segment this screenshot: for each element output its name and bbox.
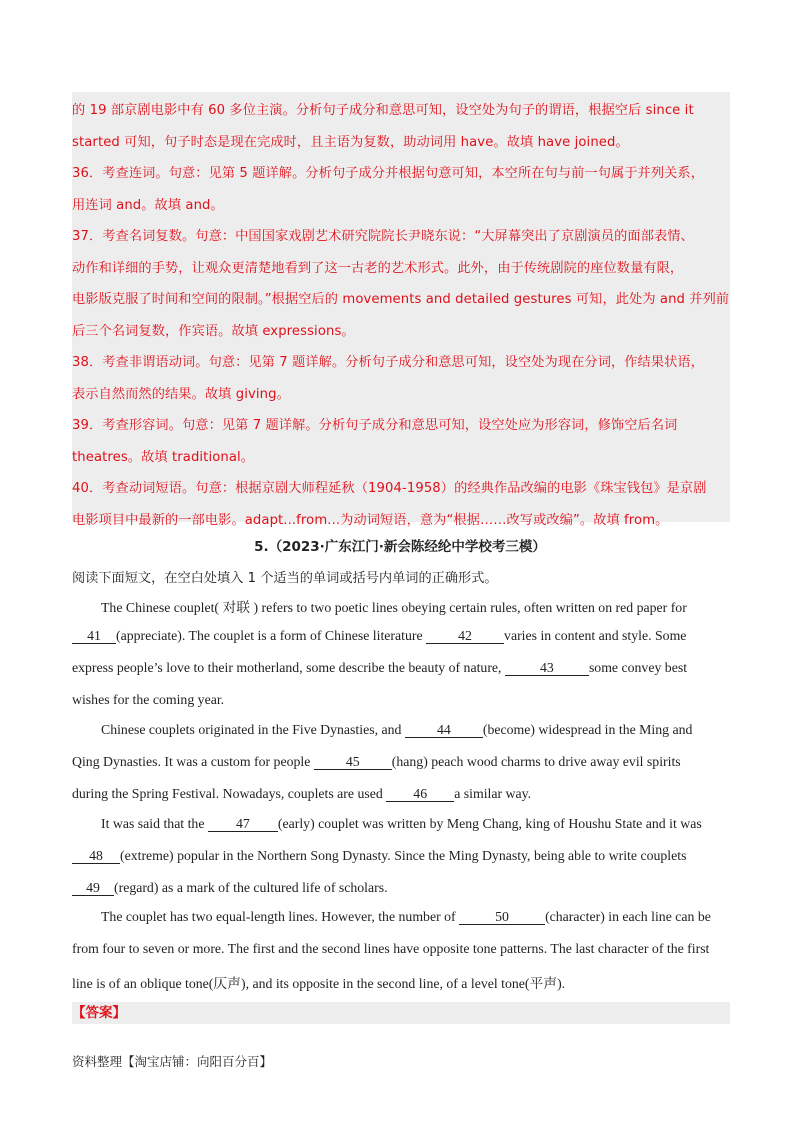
blank-44[interactable]: 44 <box>405 723 483 738</box>
blank-41[interactable]: 41 <box>72 629 116 644</box>
blank-45[interactable]: 45 <box>314 755 392 770</box>
passage-line: line is of an oblique tone(仄声), and its opposite in the second line, of a level tone(平声). <box>72 976 566 991</box>
blank-43[interactable]: 43 <box>505 661 589 676</box>
explanation-line: 电影项目中最新的一部电影。adapt...from...为动词短语，意为“根据……改写或改编”。故填 from。 <box>72 513 669 528</box>
explanation-line: theatres。故填 traditional。 <box>72 450 255 465</box>
footer-text: 资料整理【淘宝店铺：向阳百分百】 <box>72 1054 273 1069</box>
explanation-line: 电影版克服了时间和空间的限制。”根据空后的 movements and detailed gestures 可知，此处为 and 并列前 <box>72 292 730 307</box>
explanation-line: 的 19 部京剧电影中有 60 多位主演。分析句子成分和意思可知，设空处为句子的谓语，根据空后 since it <box>72 103 694 118</box>
passage-line: The couplet has two equal-length lines. However, the number of 50 (character) in each line can be <box>101 909 711 924</box>
blank-49[interactable]: 49 <box>72 881 114 896</box>
passage-line: express people’s love to their motherland, some describe the beauty of nature, 43 some convey best <box>72 660 688 675</box>
blank-47[interactable]: 47 <box>208 817 278 832</box>
passage-line: 48 (extreme) popular in the Northern Song Dynasty. Since the Ming Dynasty, being able to write couplets <box>72 848 686 864</box>
explanation-39: 39．考查形容词。句意：见第 7 题详解。分析句子成分和意思可知，设空处应为形容词，修饰空后名词 <box>72 418 678 433</box>
passage-line: from four to seven or more. The first and the second lines have opposite tone patterns. The last character of the first <box>72 941 710 956</box>
explanation-38: 38．考查非谓语动词。句意：见第 7 题详解。分析句子成分和意思可知，设空处为现在分词，作结果状语， <box>72 355 704 370</box>
section-title: 5.（2023·广东江门·新会陈经纶中学校考三模） <box>254 539 546 555</box>
explanation-line: 后三个名词复数，作宾语。故填 expressions。 <box>72 324 355 339</box>
explanation-line: started 可知，句子时态是现在完成时，且主语为复数，助动词用 have。故填 have joined。 <box>72 135 629 150</box>
passage-line: 49 (regard) as a mark of the cultured life of scholars. <box>72 880 388 896</box>
explanation-line: 用连词 and。故填 and。 <box>72 198 224 213</box>
passage-line: during the Spring Festival. Nowadays, couplets are used 46 a similar way. <box>72 786 532 801</box>
passage-line: wishes for the coming year. <box>72 692 225 707</box>
blank-42[interactable]: 42 <box>426 629 504 644</box>
blank-50[interactable]: 50 <box>459 910 545 925</box>
explanation-line: 表示自然而然的结果。故填 giving。 <box>72 387 290 402</box>
explanation-37: 37．考查名词复数。句意：中国国家戏剧艺术研究院院长尹晓东说：“大屏幕突出了京剧演员的面部表情、 <box>72 229 694 244</box>
passage-line: Qing Dynasties. It was a custom for people 45 (hang) peach wood charms to drive away evil spirits <box>72 754 681 769</box>
passage-line: The Chinese couplet( 对联 ) refers to two poetic lines obeying certain rules, often written on red paper for <box>101 600 687 615</box>
answer-label: 【答案】 <box>72 1002 730 1024</box>
passage-line: Chinese couplets originated in the Five Dynasties, and 44 (become) widespread in the Ming and <box>101 722 693 737</box>
blank-48[interactable]: 48 <box>72 849 120 864</box>
explanation-40: 40．考查动词短语。句意：根据京剧大师程延秋（1904-1958）的经典作品改编的电影《珠宝钱包》是京剧 <box>72 481 707 496</box>
explanation-36: 36．考查连词。句意：见第 5 题详解。分析句子成分并根据句意可知，本空所在句与前一句属于并列关系， <box>72 166 704 181</box>
passage-line: It was said that the 47 (early) couplet was written by Meng Chang, king of Houshu State and it was <box>101 816 702 831</box>
instruction-text: 阅读下面短文，在空白处填入 1 个适当的单词或括号内单词的正确形式。 <box>72 571 498 586</box>
explanation-line: 动作和详细的手势，让观众更清楚地看到了这一古老的艺术形式。此外，由于传统剧院的座位数量有限， <box>72 261 684 276</box>
passage-line: 41 (appreciate). The couplet is a form of Chinese literature 42 varies in content and style. Some <box>72 628 686 644</box>
blank-46[interactable]: 46 <box>386 787 454 802</box>
